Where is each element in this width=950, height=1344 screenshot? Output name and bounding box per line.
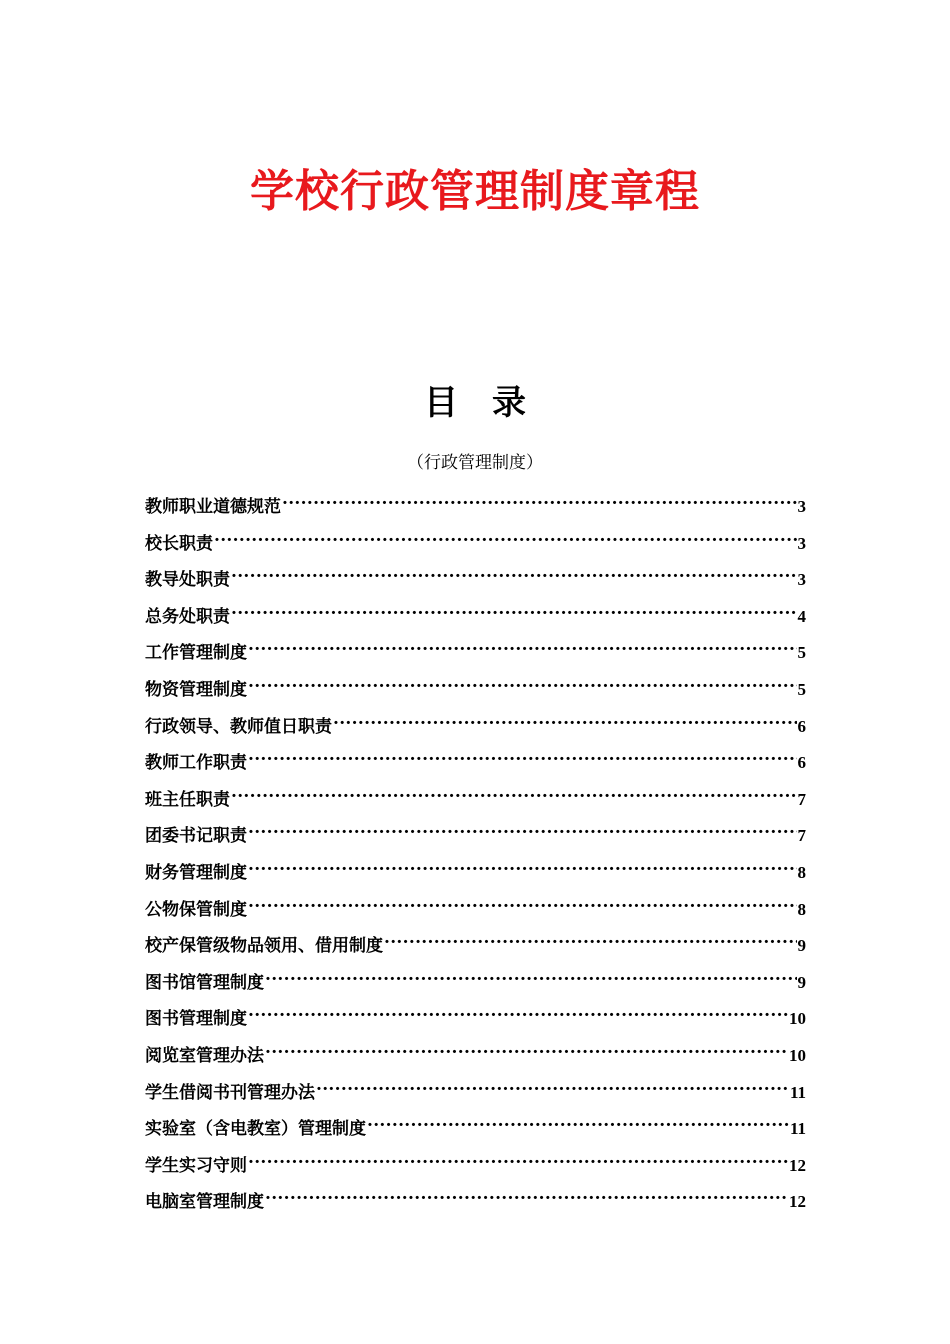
toc-leader <box>248 740 797 768</box>
toc-entry-label: 阅览室管理办法 <box>145 1045 264 1066</box>
toc-entry-label: 校长职责 <box>145 533 213 554</box>
toc-entry[interactable] <box>145 813 806 850</box>
toc-entry-page: 9 <box>797 972 806 992</box>
toc-entry-page: 6 <box>797 753 806 773</box>
toc-entry-label: 工作管理制度 <box>145 643 247 664</box>
toc-entry[interactable] <box>145 1070 806 1107</box>
toc-list <box>145 484 806 1216</box>
toc-entry-label: 电脑室管理制度 <box>145 1192 264 1213</box>
toc-leader <box>282 484 797 512</box>
toc-entry[interactable] <box>145 777 806 814</box>
toc-entry-page: 11 <box>789 1119 806 1139</box>
toc-entry-label: 图书馆管理制度 <box>145 972 264 993</box>
toc-entry-label: 财务管理制度 <box>145 862 247 883</box>
toc-entry-page: 9 <box>797 936 806 956</box>
toc-leader <box>214 521 797 549</box>
toc-entry-page: 12 <box>789 1155 806 1175</box>
toc-entry-page: 7 <box>797 789 806 809</box>
toc-entry[interactable] <box>145 850 806 887</box>
toc-entry[interactable] <box>145 557 806 594</box>
toc-leader <box>316 1070 789 1098</box>
toc-leader <box>248 1143 788 1171</box>
toc-entry[interactable] <box>145 923 806 960</box>
toc-entry-label: 教导处职责 <box>145 570 230 591</box>
toc-entry-page: 3 <box>797 533 806 553</box>
toc-entry-page: 3 <box>797 497 806 516</box>
toc-entry-page: 4 <box>797 606 806 626</box>
toc-entry[interactable] <box>145 1179 806 1216</box>
toc-entry-page: 10 <box>789 1009 806 1029</box>
toc-entry-page: 8 <box>797 862 806 882</box>
toc-entry-label: 总务处职责 <box>145 606 230 627</box>
toc-entry[interactable] <box>145 484 806 521</box>
toc-heading-char: 录 <box>492 383 526 423</box>
toc-entry-page: 6 <box>797 716 806 736</box>
toc-entry-label: 班主任职责 <box>145 789 230 810</box>
toc-entry-label: 教师工作职责 <box>145 753 247 774</box>
toc-leader <box>231 557 797 585</box>
toc-entry-page: 12 <box>789 1192 806 1212</box>
toc-entry[interactable] <box>145 521 806 558</box>
toc-leader <box>265 1033 788 1061</box>
toc-entry-page: 5 <box>797 679 806 699</box>
toc-leader <box>248 887 797 915</box>
toc-subtitle: （行政管理制度） <box>407 453 543 473</box>
toc-entry-label: 公物保管制度 <box>145 899 247 920</box>
toc-entry[interactable] <box>145 996 806 1033</box>
toc-entry[interactable] <box>145 887 806 924</box>
toc-entry[interactable] <box>145 1143 806 1180</box>
toc-leader <box>248 630 797 658</box>
toc-leader <box>248 667 797 695</box>
toc-entry[interactable] <box>145 630 806 667</box>
document-title: 学校行政管理制度章程 <box>250 166 700 217</box>
toc-leader <box>248 813 797 841</box>
toc-entry[interactable] <box>145 960 806 997</box>
toc-entry-page: 11 <box>789 1082 806 1102</box>
toc-entry[interactable] <box>145 704 806 741</box>
toc-leader <box>248 850 797 878</box>
toc-entry-label: 团委书记职责 <box>145 826 247 847</box>
toc-entry-label: 学生实习守则 <box>145 1155 247 1176</box>
toc-leader <box>333 704 797 732</box>
toc-leader <box>231 594 797 622</box>
toc-entry-label: 图书管理制度 <box>145 1009 247 1030</box>
toc-heading <box>0 380 950 426</box>
toc-entry-page: 5 <box>797 643 806 663</box>
toc-entry-label: 教师职业道德规范 <box>145 497 281 517</box>
toc-entry-page: 10 <box>789 1045 806 1065</box>
toc-entry-page: 7 <box>797 826 806 846</box>
toc-heading-char: 目 <box>424 383 458 423</box>
toc-entry[interactable] <box>145 667 806 704</box>
toc-entry[interactable] <box>145 1106 806 1143</box>
toc-leader <box>384 923 797 951</box>
toc-entry-label: 行政领导、教师值日职责 <box>145 716 332 737</box>
toc-entry-page: 8 <box>797 899 806 919</box>
toc-entry-label: 校产保管级物品领用、借用制度 <box>145 936 383 957</box>
toc-leader <box>231 777 797 805</box>
toc-leader <box>248 996 788 1024</box>
toc-entry-label: 学生借阅书刊管理办法 <box>145 1082 315 1103</box>
toc-entry[interactable] <box>145 740 806 777</box>
toc-entry-label: 实验室（含电教室）管理制度 <box>145 1119 366 1140</box>
toc-leader <box>265 1179 788 1207</box>
toc-leader <box>265 960 797 988</box>
toc-entry[interactable] <box>145 594 806 631</box>
toc-entry[interactable] <box>145 1033 806 1070</box>
toc-leader <box>367 1106 789 1134</box>
toc-entry-page: 3 <box>797 570 806 590</box>
toc-entry-label: 物资管理制度 <box>145 679 247 700</box>
